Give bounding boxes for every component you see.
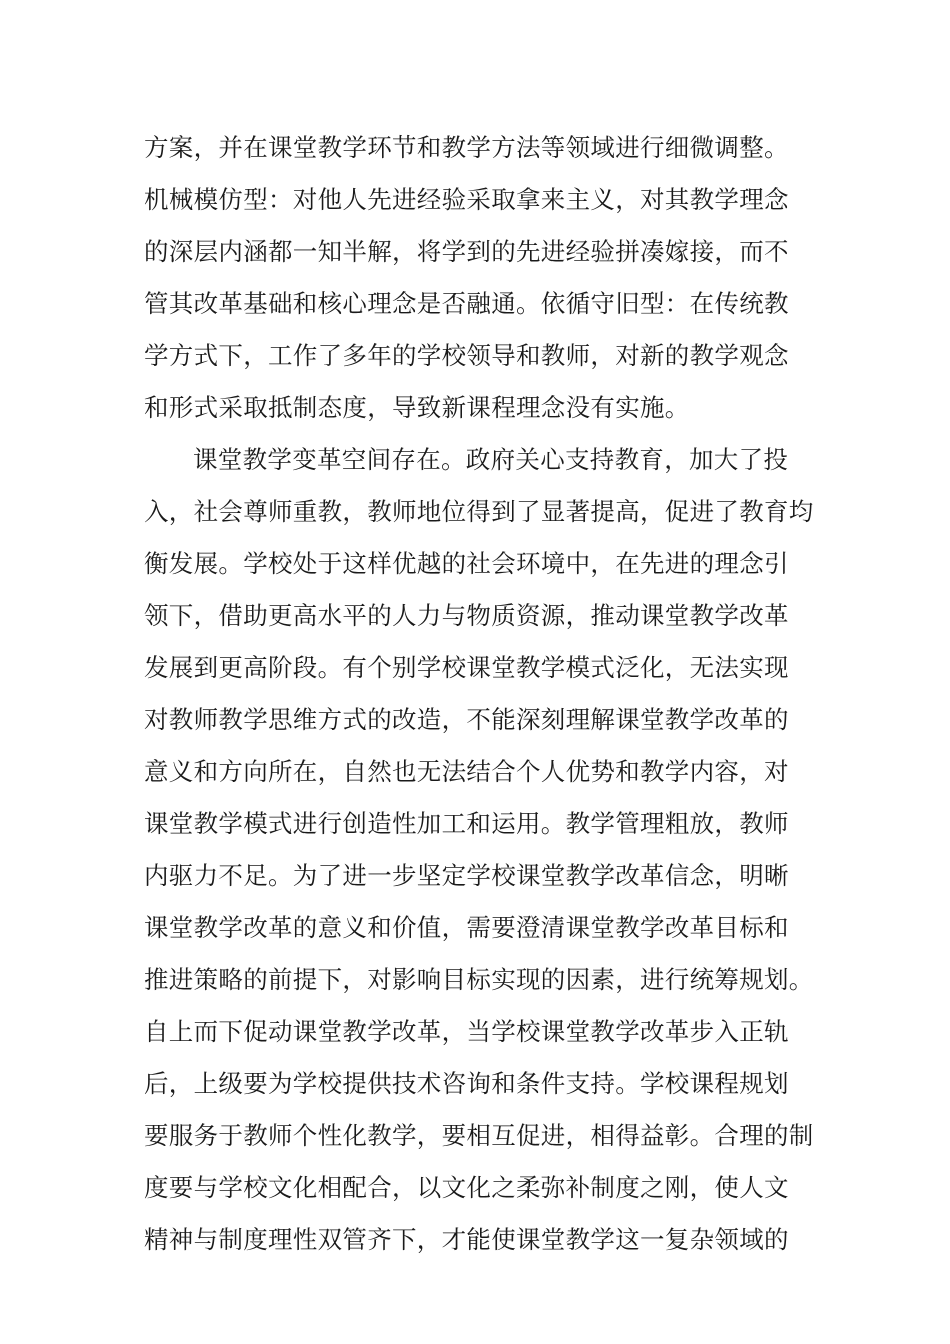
text-line: 管其改革基础和核心理念是否融通。依循守旧型：在传统教 — [144, 289, 789, 318]
text-line: 和形式采取抵制态度，导致新课程理念没有实施。 — [144, 393, 690, 422]
text-line: 机械模仿型：对他人先进经验采取拿来主义，对其教学理念 — [144, 185, 789, 214]
paragraph-first-line: 课堂教学变革空间存在。政府关心支持教育，加大了投 — [193, 445, 789, 474]
text-line: 衡发展。学校处于这样优越的社会环境中，在先进的理念引 — [144, 549, 789, 578]
text-line: 推进策略的前提下，对影响目标实现的因素，进行统筹规划。 — [144, 965, 814, 994]
text-line: 发展到更高阶段。有个别学校课堂教学模式泛化，无法实现 — [144, 653, 789, 682]
text-line: 课堂教学改革的意义和价值，需要澄清课堂教学改革目标和 — [144, 913, 789, 942]
text-line: 要服务于教师个性化教学，要相互促进，相得益彰。合理的制 — [144, 1121, 814, 1150]
text-line: 的深层内涵都一知半解，将学到的先进经验拼凑嫁接，而不 — [144, 237, 789, 266]
text-line: 学方式下，工作了多年的学校领导和教师，对新的教学观念 — [144, 341, 789, 370]
text-line: 方案，并在课堂教学环节和教学方法等领域进行细微调整。 — [144, 133, 789, 162]
text-line: 意义和方向所在，自然也无法结合个人优势和教学内容，对 — [144, 757, 789, 786]
text-line: 领下，借助更高水平的人力与物质资源，推动课堂教学改革 — [144, 601, 789, 630]
text-line: 对教师教学思维方式的改造，不能深刻理解课堂教学改革的 — [144, 705, 789, 734]
text-line: 自上而下促动课堂教学改革，当学校课堂教学改革步入正轨 — [144, 1017, 789, 1046]
text-line: 课堂教学模式进行创造性加工和运用。教学管理粗放，教师 — [144, 809, 789, 838]
text-line: 内驱力不足。为了进一步坚定学校课堂教学改革信念，明晰 — [144, 861, 789, 890]
text-line: 精神与制度理性双管齐下，才能使课堂教学这一复杂领域的 — [144, 1225, 789, 1254]
text-line: 入，社会尊师重教，教师地位得到了显著提高，促进了教育均 — [144, 497, 814, 526]
text-line: 度要与学校文化相配合，以文化之柔弥补制度之刚，使人文 — [144, 1173, 789, 1202]
text-line: 后，上级要为学校提供技术咨询和条件支持。学校课程规划 — [144, 1069, 789, 1098]
